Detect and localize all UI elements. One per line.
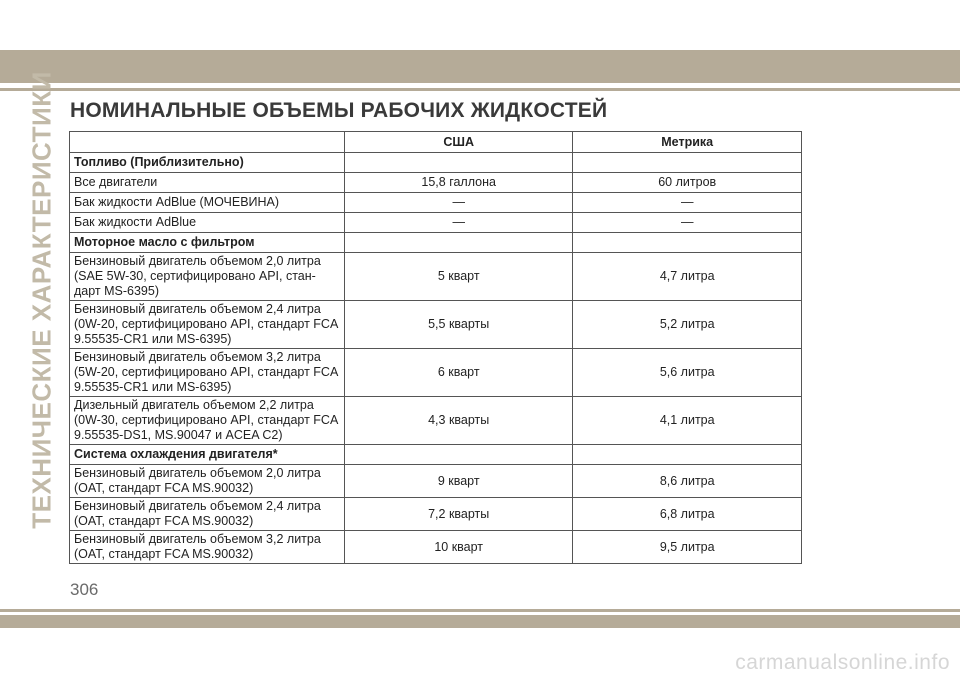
row-label: Бак жидкости AdBlue (МОЧЕВИНА) [70, 193, 345, 213]
row-metric: 9,5 литра [573, 531, 802, 564]
row-label: Бензиновый двигатель объемом 2,0 литра (OAT, стандарт FCA MS.90032) [70, 465, 345, 498]
row-us [344, 445, 572, 465]
row-metric: 5,6 литра [573, 349, 802, 397]
table-row [70, 349, 802, 397]
row-label: Система охлаждения двигателя* [70, 445, 345, 465]
row-label: Топливо (Приблизительно) [70, 153, 345, 173]
row-us [344, 233, 572, 253]
bottom-rule [0, 609, 960, 612]
page-title: НОМИНАЛЬНЫЕ ОБЪЕМЫ РАБОЧИХ ЖИДКОСТЕЙ [70, 99, 608, 122]
row-us [344, 153, 572, 173]
row-label: Бак жидкости AdBlue [70, 213, 345, 233]
bottom-band [0, 615, 960, 628]
row-metric: 4,1 литра [573, 397, 802, 445]
row-metric: 8,6 литра [573, 465, 802, 498]
header-us: США [344, 132, 572, 153]
row-us: 5 кварт [344, 253, 572, 301]
row-label: Бензиновый двигатель объемом 2,4 литра (OAT, стандарт FCA MS.90032) [70, 498, 345, 531]
row-label: Моторное масло с фильтром [70, 233, 345, 253]
fluid-capacities-table [69, 131, 802, 564]
table-row [70, 531, 802, 564]
row-metric [573, 153, 802, 173]
table-section-row [70, 445, 802, 465]
row-metric [573, 233, 802, 253]
row-us: 10 кварт [344, 531, 572, 564]
table-row [70, 397, 802, 445]
row-metric: 5,2 литра [573, 301, 802, 349]
row-label: Бензиновый двигатель объемом 2,4 литра (0W-20, сертифицировано API, стандарт FCA 9.55535-CR1 или MS-6395) [70, 301, 345, 349]
row-label: Бензиновый двигатель объемом 3,2 литра (5W-20, сертифицировано API, стандарт FCA 9.55535-CR1 или MS-6395) [70, 349, 345, 397]
row-us: 9 кварт [344, 465, 572, 498]
top-band [0, 50, 960, 83]
row-metric: — [573, 193, 802, 213]
row-us: 4,3 кварты [344, 397, 572, 445]
watermark: carmanualsonline.info [735, 651, 950, 674]
table-row [70, 253, 802, 301]
row-us: — [344, 193, 572, 213]
table-row [70, 213, 802, 233]
row-metric: 6,8 литра [573, 498, 802, 531]
table-row [70, 465, 802, 498]
side-section-label: ТЕХНИЧЕСКИЕ ХАРАКТЕРИСТИКИ [26, 71, 57, 529]
page-number: 306 [70, 580, 99, 599]
table-row [70, 193, 802, 213]
row-label: Бензиновый двигатель объемом 3,2 литра (OAT, стандарт FCA MS.90032) [70, 531, 345, 564]
table-row [70, 173, 802, 193]
row-us: 7,2 кварты [344, 498, 572, 531]
row-metric [573, 445, 802, 465]
row-label: Дизельный двигатель объемом 2,2 литра (0W-30, сертифицировано API, стандарт FCA 9.55535-DS1, MS.90047 и ACEA C2) [70, 397, 345, 445]
top-rule [0, 88, 960, 91]
table-header-row [70, 132, 802, 153]
row-metric: — [573, 213, 802, 233]
header-empty [70, 132, 345, 153]
row-us: 6 кварт [344, 349, 572, 397]
row-label: Все двигатели [70, 173, 345, 193]
row-us: 5,5 кварты [344, 301, 572, 349]
row-metric: 60 литров [573, 173, 802, 193]
header-metric: Метрика [573, 132, 802, 153]
row-us: — [344, 213, 572, 233]
table-section-row [70, 233, 802, 253]
table-row [70, 301, 802, 349]
table-section-row [70, 153, 802, 173]
row-metric: 4,7 литра [573, 253, 802, 301]
table-row [70, 498, 802, 531]
row-label: Бензиновый двигатель объемом 2,0 литра (SAE 5W-30, сертифицировано API, стан-дарт MS-6395) [70, 253, 345, 301]
row-us: 15,8 галлона [344, 173, 572, 193]
